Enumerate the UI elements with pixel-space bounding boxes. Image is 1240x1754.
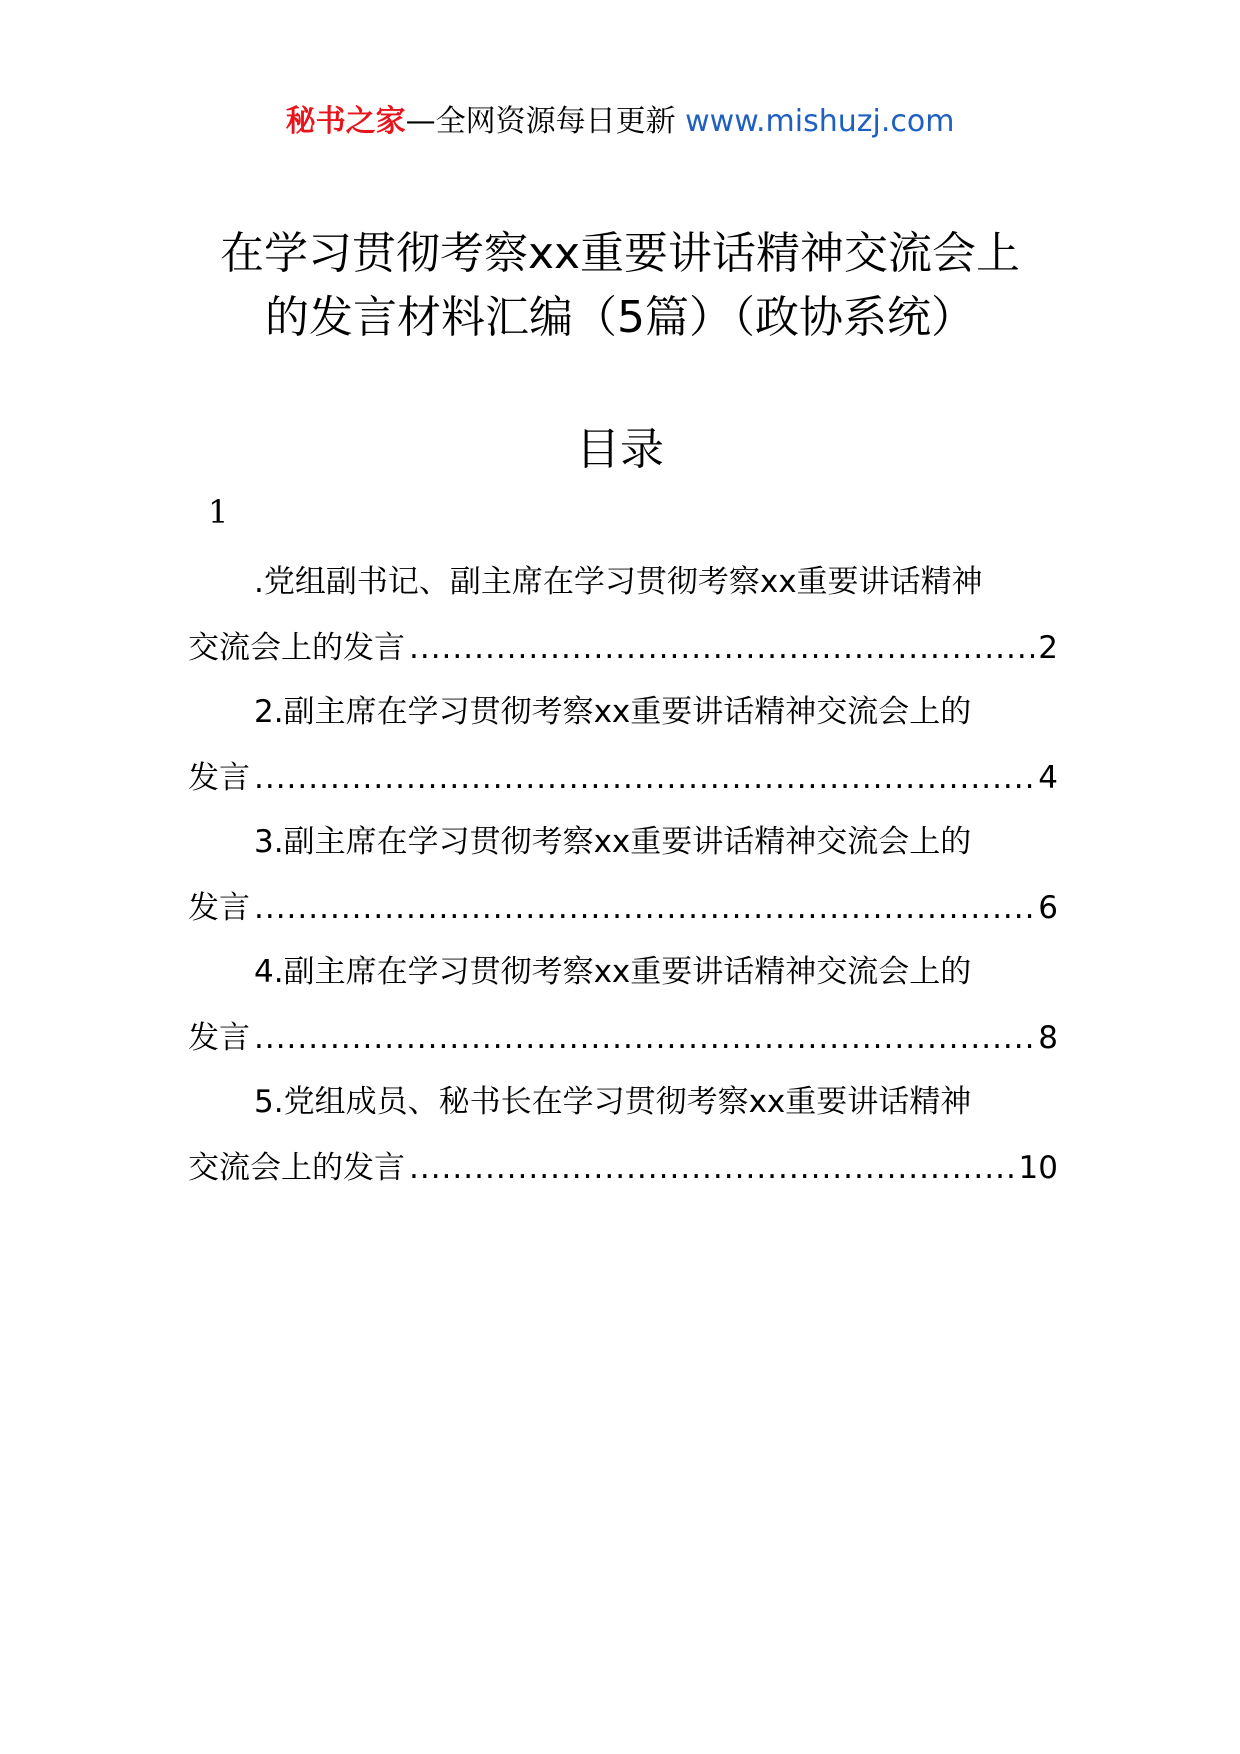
toc-entry-4[interactable] [188, 946, 1058, 1076]
site-brand: 秘书之家 [285, 104, 406, 139]
toc-dot-leader [254, 1012, 1034, 1064]
toc-dot-leader [409, 1142, 1015, 1194]
toc-page-number: 10 [1018, 1150, 1058, 1186]
toc-entry-title: .党组副书记、副主席在学习贯彻考察xx重要讲话精神 [254, 564, 983, 600]
toc-entry-1[interactable] [188, 556, 1058, 686]
toc-entry-title-continued: 交流会上的发言 [188, 630, 405, 666]
toc-entry-title-continued: 发言 [188, 1020, 250, 1056]
toc-page-number: 6 [1038, 890, 1058, 926]
document-title [160, 222, 1080, 350]
toc-entry-5[interactable] [188, 1076, 1058, 1206]
toc-dot-leader [254, 752, 1034, 804]
toc-entry-title: 3.副主席在学习贯彻考察xx重要讲话精神交流会上的 [254, 824, 972, 860]
toc-page-number: 2 [1038, 630, 1058, 666]
toc-stray-number: 1 [208, 493, 229, 531]
toc-entry-title: 5.党组成员、秘书长在学习贯彻考察xx重要讲话精神 [254, 1084, 972, 1120]
toc-entry-title: 4.副主席在学习贯彻考察xx重要讲话精神交流会上的 [254, 954, 972, 990]
toc-entry-title-continued: 交流会上的发言 [188, 1150, 405, 1186]
toc-dot-leader [254, 882, 1034, 934]
toc-page-number: 4 [1038, 760, 1058, 796]
table-of-contents [188, 556, 1058, 1206]
toc-entry-title: 2.副主席在学习贯彻考察xx重要讲话精神交流会上的 [254, 694, 972, 730]
toc-page-number: 8 [1038, 1020, 1058, 1056]
site-url-link[interactable]: www.mishuzj.com [685, 104, 955, 139]
site-header [0, 100, 1240, 144]
toc-dot-leader [409, 622, 1034, 674]
document-title-line-2: 的发言材料汇编（5篇）（政协系统） [265, 292, 975, 343]
toc-entry-title-continued: 发言 [188, 760, 250, 796]
site-tagline: —全网资源每日更新 [405, 104, 676, 139]
document-title-line-1: 在学习贯彻考察xx重要讲话精神交流会上 [219, 228, 1021, 279]
toc-entry-2[interactable] [188, 686, 1058, 816]
toc-entry-title-continued: 发言 [188, 890, 250, 926]
toc-entry-3[interactable] [188, 816, 1058, 946]
toc-heading: 目录 [576, 424, 664, 475]
